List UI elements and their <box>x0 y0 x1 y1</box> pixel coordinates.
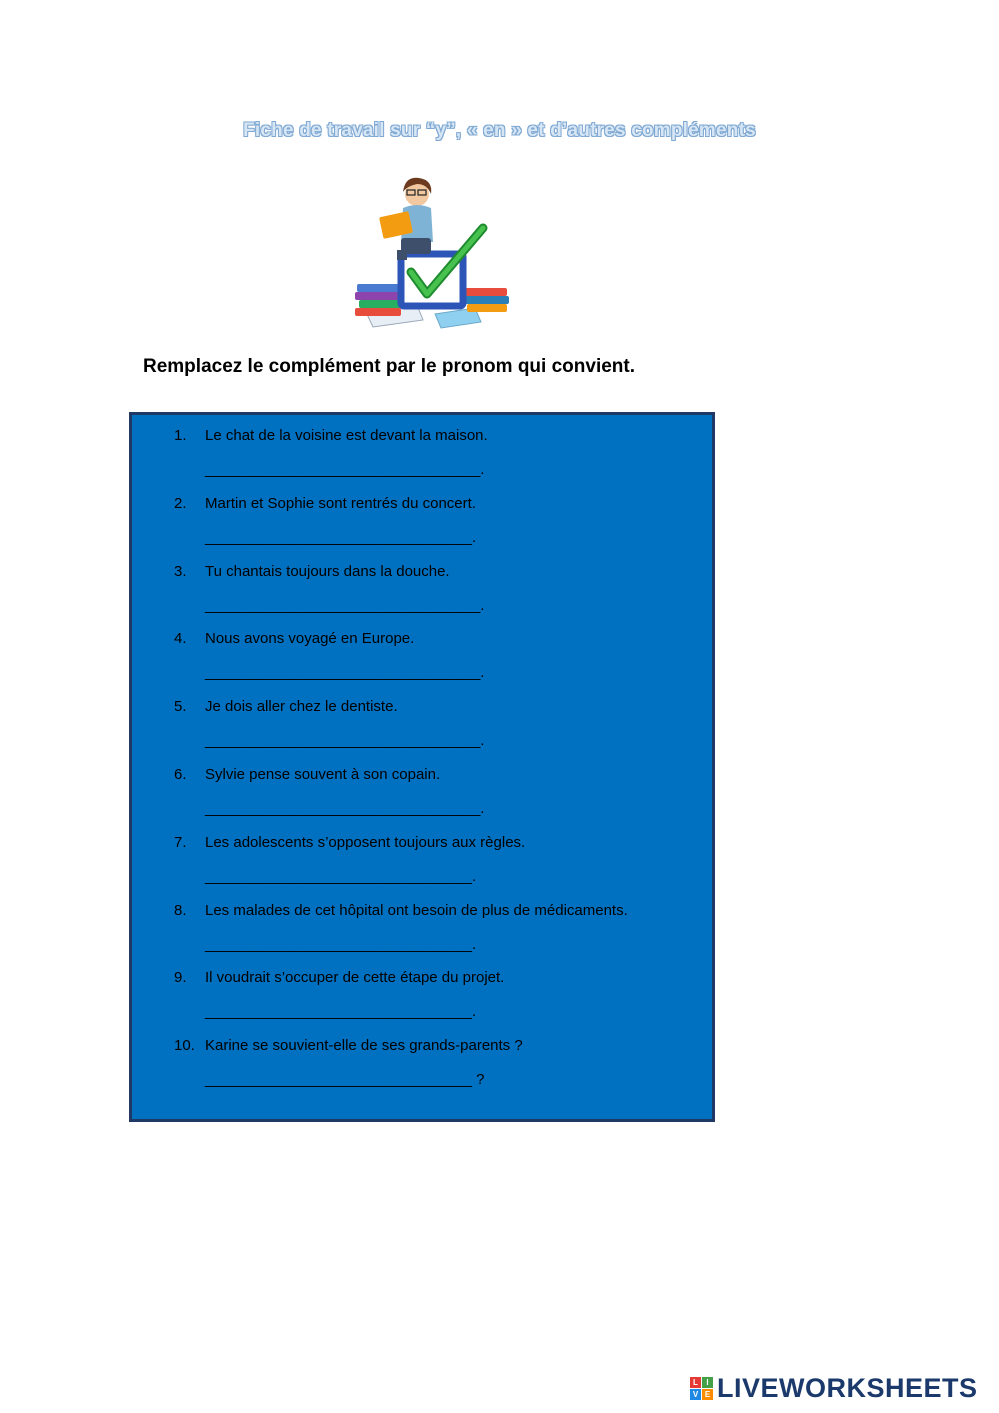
answer-blank[interactable]: ________________________________. <box>205 1003 477 1020</box>
item-number: 4. <box>174 630 187 647</box>
answer-blank[interactable]: ________________________________. <box>205 936 477 953</box>
answer-blank[interactable]: _________________________________. <box>205 732 485 749</box>
item-sentence: Les adolescents s’opposent toujours aux règles. <box>205 834 526 851</box>
teacher-checkbox-illustration <box>345 172 515 332</box>
instruction-text: Remplacez le complément par le pronom qui convient. <box>143 356 635 377</box>
logo-wordmark: LIVEWORKSHEETS <box>717 1372 978 1403</box>
answer-blank[interactable]: _________________________________. <box>205 664 485 681</box>
item-sentence: Sylvie pense souvent à son copain. <box>205 766 441 783</box>
item-number: 9. <box>174 969 187 986</box>
item-sentence: Nous avons voyagé en Europe. <box>205 630 415 647</box>
answer-blank[interactable]: _________________________________. <box>205 461 485 478</box>
item-number: 7. <box>174 834 187 851</box>
item-number: 2. <box>174 495 187 512</box>
answer-blank[interactable]: _________________________________. <box>205 597 485 614</box>
answer-blank[interactable]: ________________________________ ? <box>205 1071 485 1088</box>
item-sentence: Les malades de cet hôpital ont besoin de plus de médicaments. <box>205 902 628 919</box>
item-number: 8. <box>174 902 187 919</box>
item-sentence: Il voudrait s’occuper de cette étape du projet. <box>205 969 505 986</box>
logo-tiles-icon <box>690 1377 713 1400</box>
item-number: 6. <box>174 766 187 783</box>
logo-tile: I <box>702 1377 713 1388</box>
item-sentence: Le chat de la voisine est devant la maison. <box>205 427 488 444</box>
item-sentence: Tu chantais toujours dans la douche. <box>205 563 450 580</box>
item-number: 1. <box>174 427 187 444</box>
item-number: 10. <box>174 1037 195 1054</box>
answer-blank[interactable]: ________________________________. <box>205 868 477 885</box>
logo-tile: L <box>690 1377 701 1388</box>
item-sentence: Karine se souvient-elle de ses grands-parents ? <box>205 1037 523 1054</box>
answer-blank[interactable]: _________________________________. <box>205 800 485 817</box>
logo-tile: V <box>690 1389 701 1400</box>
item-number: 5. <box>174 698 187 715</box>
item-number: 3. <box>174 563 187 580</box>
item-sentence: Martin et Sophie sont rentrés du concert. <box>205 495 476 512</box>
answer-blank[interactable]: ________________________________. <box>205 529 477 546</box>
worksheet-title: Fiche de travail sur “y”, « en » et d’autres compléments <box>243 120 756 141</box>
item-sentence: Je dois aller chez le dentiste. <box>205 698 398 715</box>
logo-tile: E <box>702 1389 713 1400</box>
liveworksheets-logo[interactable] <box>690 1373 978 1403</box>
exercise-panel <box>129 412 715 1122</box>
